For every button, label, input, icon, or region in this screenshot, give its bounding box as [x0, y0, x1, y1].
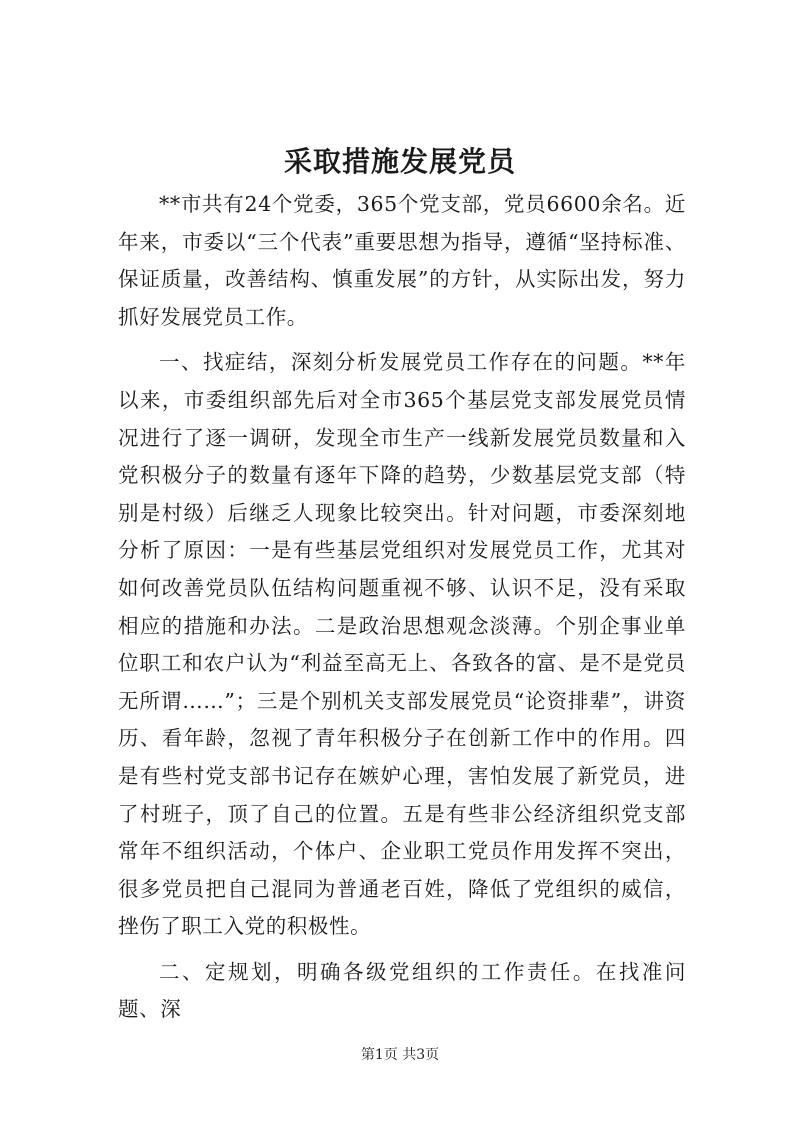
page-number: 第1页 共3页 — [360, 1047, 440, 1063]
document-title: 采取措施发展党员 — [283, 145, 516, 178]
paragraph-section-two: 二、定规划，明确各级党组织的工作责任。在找准问题、深 — [118, 959, 686, 1022]
document-body — [118, 186, 686, 1029]
paragraph-section-one: 一、找症结，深刻分析发展党员工作存在的问题。**年以来，市委组织部先后对全市365个基层党支部发展党员情况进行了逐一调研，发现全市生产一线新发展党员数量和入党积极分子的数量有逐年下降的趋势，少数基层党支部（特别是村级）后继乏人现象比较突出。针对问题，市委深刻地分析了原因：一是有些基层党组织对发展党员工作，尤其对如何改善党员队伍结构问题重视不够、认识不足，没有采取相应的措施和办法。二是政治思想观念淡薄。个别企事业单位职工和农户认为“利益至高无上、各致各的富、是不是党员无所谓……”；三是个别机关支部发展党员“论资排辈”，讲资历、看年龄，忽视了青年积极分子在创新工作中的作用。四是有些村党支部书记存在嫉妒心理，害怕发展了新党员，进了村班子，顶了自己的位置。五是有些非公经济组织党支部常年不组织活动，个体户、企业职工党员作用发挥不突出，很多党员把自己混同为普通老百姓，降低了党组织的威信，挫伤了职工入党的积极性。 — [118, 350, 686, 939]
paragraph-intro: **市共有24个党委，365个党支部，党员6600余名。近年来，市委以“三个代表”重要思想为指导，遵循“坚持标准、保证质量，改善结构、慎重发展”的方针，从实际出发，努力抓好发展党员工作。 — [118, 192, 686, 329]
